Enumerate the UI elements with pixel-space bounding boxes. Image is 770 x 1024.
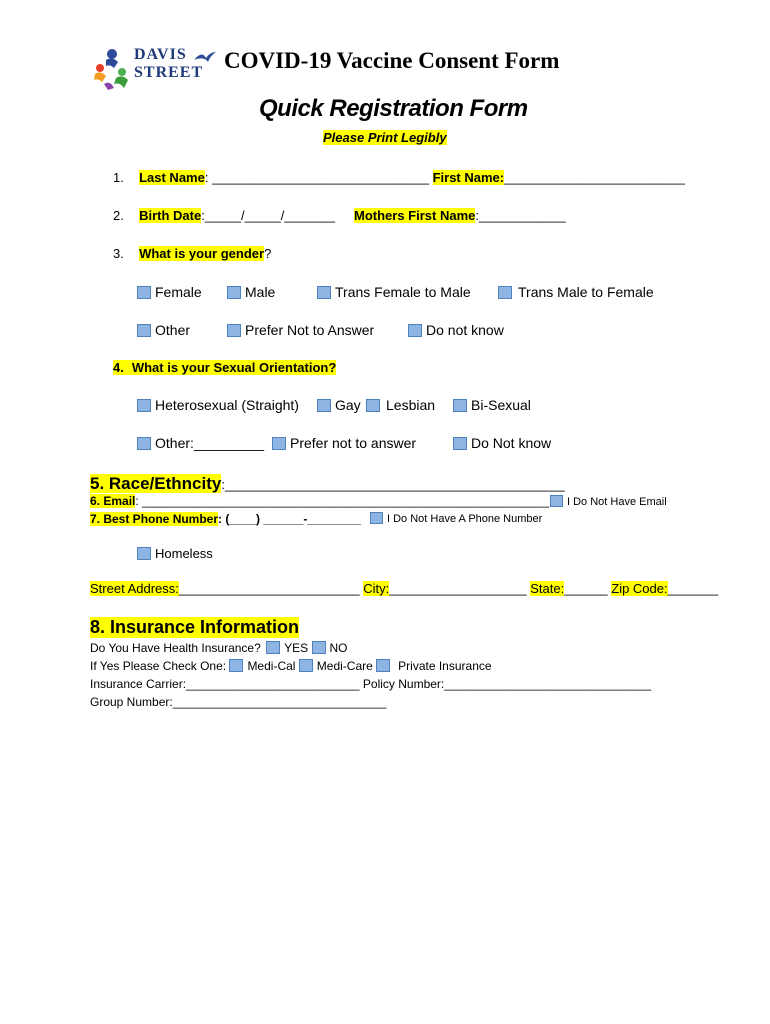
option-label: Prefer Not to Answer	[245, 322, 375, 338]
question-4-row	[113, 360, 336, 375]
checkbox[interactable]	[272, 437, 286, 450]
last-name-label: Last Name	[139, 170, 205, 185]
private-insurance-label: Private Insurance	[398, 659, 492, 673]
mothers-name-label: Mothers First Name	[354, 208, 476, 223]
private-insurance-checkbox[interactable]	[376, 659, 390, 672]
option-label: Prefer not to answer	[290, 435, 417, 451]
last-name-field[interactable]: : ______________________________	[204, 170, 429, 185]
gender-option-do-not-know[interactable]	[408, 322, 504, 338]
address-row	[90, 581, 718, 596]
page-title: COVID-19 Vaccine Consent Form	[224, 48, 560, 73]
gender-label-suffix: ?	[264, 246, 272, 261]
email-row	[90, 494, 549, 508]
orientation-option-gay[interactable]	[317, 397, 361, 413]
yes-label: YES	[284, 641, 309, 655]
gender-label: What is your gender	[139, 246, 265, 261]
birth-date-field[interactable]: :_____/_____/_______	[201, 208, 335, 223]
option-label: Homeless	[155, 546, 213, 561]
option-label: Other	[155, 322, 191, 338]
zip-code-field[interactable]: _______	[667, 581, 719, 596]
logo-text-davis: DAVIS	[134, 46, 187, 63]
question-number: 2.	[113, 208, 124, 223]
mothers-name-row	[354, 208, 566, 223]
gender-option-prefer-not[interactable]	[227, 322, 374, 338]
option-label: Do Not know	[471, 435, 552, 451]
option-label: Trans Female to Male	[335, 284, 471, 300]
state-field[interactable]: ______	[564, 581, 608, 596]
street-address-field[interactable]: _________________________	[178, 581, 360, 596]
mothers-name-field[interactable]: :____________	[475, 208, 566, 223]
insurance-heading: 8. Insurance Information	[90, 617, 300, 637]
race-ethnicity-label: 5. Race/Ethncity	[90, 474, 222, 493]
checkbox[interactable]	[137, 399, 151, 412]
medi-care-checkbox[interactable]	[299, 659, 313, 672]
email-label: 6. Email	[90, 494, 136, 508]
option-label: I Do Not Have Email	[567, 496, 667, 508]
checkbox[interactable]	[453, 399, 467, 412]
phone-label: 7. Best Phone Number	[90, 512, 219, 526]
zip-code-label: Zip Code:	[611, 581, 668, 596]
gender-option-male[interactable]	[227, 284, 275, 300]
medi-cal-label: Medi-Cal	[247, 659, 296, 673]
logo-figures-icon	[92, 46, 134, 92]
phone-field[interactable]: : (____) ______-________	[218, 512, 361, 526]
checkbox[interactable]	[227, 324, 241, 337]
medi-cal-checkbox[interactable]	[229, 659, 243, 672]
checkbox[interactable]	[137, 437, 151, 450]
checkbox[interactable]	[137, 286, 151, 299]
question-number: 3.	[113, 246, 124, 261]
medi-care-label: Medi-Care	[316, 659, 373, 673]
question-number: 4.	[113, 360, 124, 375]
form-subtitle: Quick Registration Form	[259, 95, 528, 122]
orientation-option-other[interactable]	[137, 435, 264, 451]
insurance-type-row	[90, 659, 492, 673]
gender-option-female[interactable]	[137, 284, 202, 300]
option-label: Male	[245, 284, 276, 300]
city-field[interactable]: ___________________	[389, 581, 527, 596]
race-ethnicity-row	[90, 474, 565, 494]
option-label: Female	[155, 284, 202, 300]
state-label: State:	[530, 581, 565, 596]
option-label: Other:_________	[155, 435, 264, 451]
logo-bird-icon	[194, 50, 216, 64]
option-label: Do not know	[426, 322, 504, 338]
question-number: 1.	[113, 170, 124, 185]
no-email-option[interactable]	[550, 495, 667, 508]
question-2-row	[113, 208, 335, 223]
orientation-option-heterosexual[interactable]	[137, 397, 299, 413]
race-ethnicity-field[interactable]: :_______________________________________________	[221, 477, 565, 492]
orientation-option-lesbian[interactable]	[366, 397, 435, 413]
yes-checkbox[interactable]	[266, 641, 280, 654]
no-label: NO	[329, 641, 348, 655]
question-1-row	[113, 170, 685, 185]
orientation-option-bisexual[interactable]	[453, 397, 531, 413]
has-insurance-row	[90, 641, 348, 655]
gender-option-trans-female-to-male[interactable]	[317, 284, 471, 300]
city-label: City:	[363, 581, 390, 596]
checkbox[interactable]	[137, 547, 151, 560]
checkbox[interactable]	[453, 437, 467, 450]
has-insurance-label: Do You Have Health Insurance?	[90, 641, 261, 655]
first-name-field[interactable]: _________________________	[504, 170, 685, 185]
email-field[interactable]: : _____________________________________________________________	[135, 494, 550, 508]
checkbox[interactable]	[498, 286, 512, 299]
checkbox[interactable]	[408, 324, 422, 337]
orientation-option-do-not-know[interactable]	[453, 435, 551, 451]
checkbox[interactable]	[317, 399, 331, 412]
checkbox[interactable]	[366, 399, 380, 412]
option-label: Trans Male to Female	[518, 284, 654, 300]
checkbox[interactable]	[550, 495, 563, 507]
option-label: I Do Not Have A Phone Number	[387, 513, 543, 525]
phone-row	[90, 512, 361, 526]
group-number-row[interactable]: Group Number:________________________________	[90, 695, 387, 709]
no-phone-option[interactable]	[370, 512, 542, 525]
checkbox[interactable]	[227, 286, 241, 299]
homeless-option[interactable]	[137, 546, 213, 561]
option-label: Heterosexual (Straight)	[155, 397, 299, 413]
street-address-label: Street Address:	[90, 581, 179, 596]
option-label: Bi-Sexual	[471, 397, 531, 413]
gender-option-other[interactable]	[137, 322, 190, 338]
orientation-label: What is your Sexual Orientation?	[131, 360, 337, 375]
checkbox[interactable]	[317, 286, 331, 299]
question-3-row	[113, 246, 271, 261]
checkbox[interactable]	[370, 512, 383, 524]
checkbox[interactable]	[137, 324, 151, 337]
birth-date-label: Birth Date	[139, 208, 202, 223]
print-instruction: Please Print Legibly	[323, 130, 447, 145]
no-checkbox[interactable]	[312, 641, 326, 654]
gender-option-trans-male-to-female[interactable]	[498, 284, 654, 300]
davis-street-logo	[92, 46, 217, 92]
orientation-option-prefer-not[interactable]	[272, 435, 416, 451]
option-label: Lesbian	[386, 397, 436, 413]
option-label: Gay	[335, 397, 361, 413]
check-one-label: If Yes Please Check One:	[90, 659, 227, 673]
insurance-carrier-row[interactable]: Insurance Carrier:__________________________ Policy Number:_______________________________	[90, 677, 652, 691]
logo-text-street: STREET	[134, 64, 204, 81]
first-name-label: First Name:	[432, 170, 505, 185]
